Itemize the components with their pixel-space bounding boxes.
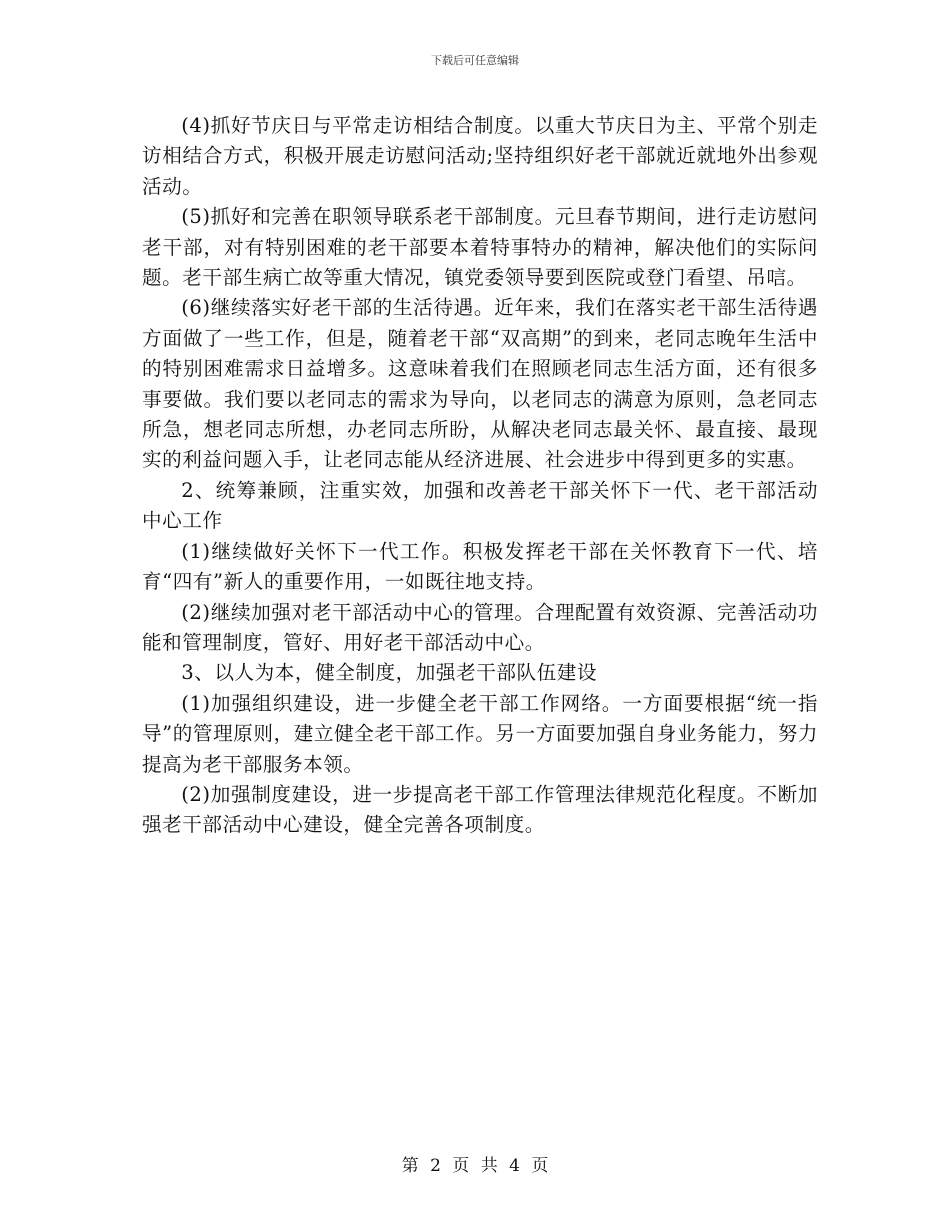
paragraph: (1)继续做好关怀下一代工作。积极发挥老干部在关怀教育下一代、培育“四有”新人的重要作用，一如既往地支持。 bbox=[142, 539, 818, 594]
paragraph: (1)加强组织建设，进一步健全老干部工作网络。一方面要根据“统一指导”的管理原则，建立健全老干部工作。另一方面要加强自身业务能力，努力提高为老干部服务本领。 bbox=[142, 691, 818, 776]
page-header: 下载后可任意编辑 bbox=[431, 54, 519, 67]
paragraph: (6)继续落实好老干部的生活待遇。近年来，我们在落实老干部生活待遇方面做了一些工作，但是，随着老干部“双高期”的到来，老同志晚年生活中的特别困难需求日益增多。这意味着我们在照顾老同志生活方面，还有很多事要做。我们要以老同志的需求为导向，以老同志的满意为原则，急老同志所急，想老同志所想，办老同志所盼，从解决老同志最关怀、最直接、最现实的利益问题入手，让老同志能从经济进展、社会进步中得到更多的实惠。 bbox=[142, 296, 818, 472]
paragraph: (2)继续加强对老干部活动中心的管理。合理配置有效资源、完善活动功能和管理制度，管好、用好老干部活动中心。 bbox=[142, 600, 818, 654]
section-heading: 2、统筹兼顾，注重实效，加强和改善老干部关怀下一代、老干部活动中心工作 bbox=[142, 478, 818, 533]
paragraph: (4)抓好节庆日与平常走访相结合制度。以重大节庆日为主、平常个别走访相结合方式，积极开展走访慰问活动;坚持组织好老干部就近就地外出参观活动。 bbox=[142, 114, 818, 198]
section-heading: 3、以人为本，健全制度，加强老干部队伍建设 bbox=[181, 661, 598, 685]
document-body bbox=[142, 111, 818, 841]
paragraph: (5)抓好和完善在职领导联系老干部制度。元旦春节期间，进行走访慰问老干部，对有特别困难的老干部要本着特事特办的精神，解决他们的实际问题。老干部生病亡故等重大情况，镇党委领导要到医院或登门看望、吊唁。 bbox=[142, 205, 818, 290]
paragraph: (2)加强制度建设，进一步提高老干部工作管理法律规范化程度。不断加强老干部活动中心建设，健全完善各项制度。 bbox=[142, 782, 818, 837]
page-number-footer: 第 2 页 共 4 页 bbox=[401, 1156, 549, 1176]
